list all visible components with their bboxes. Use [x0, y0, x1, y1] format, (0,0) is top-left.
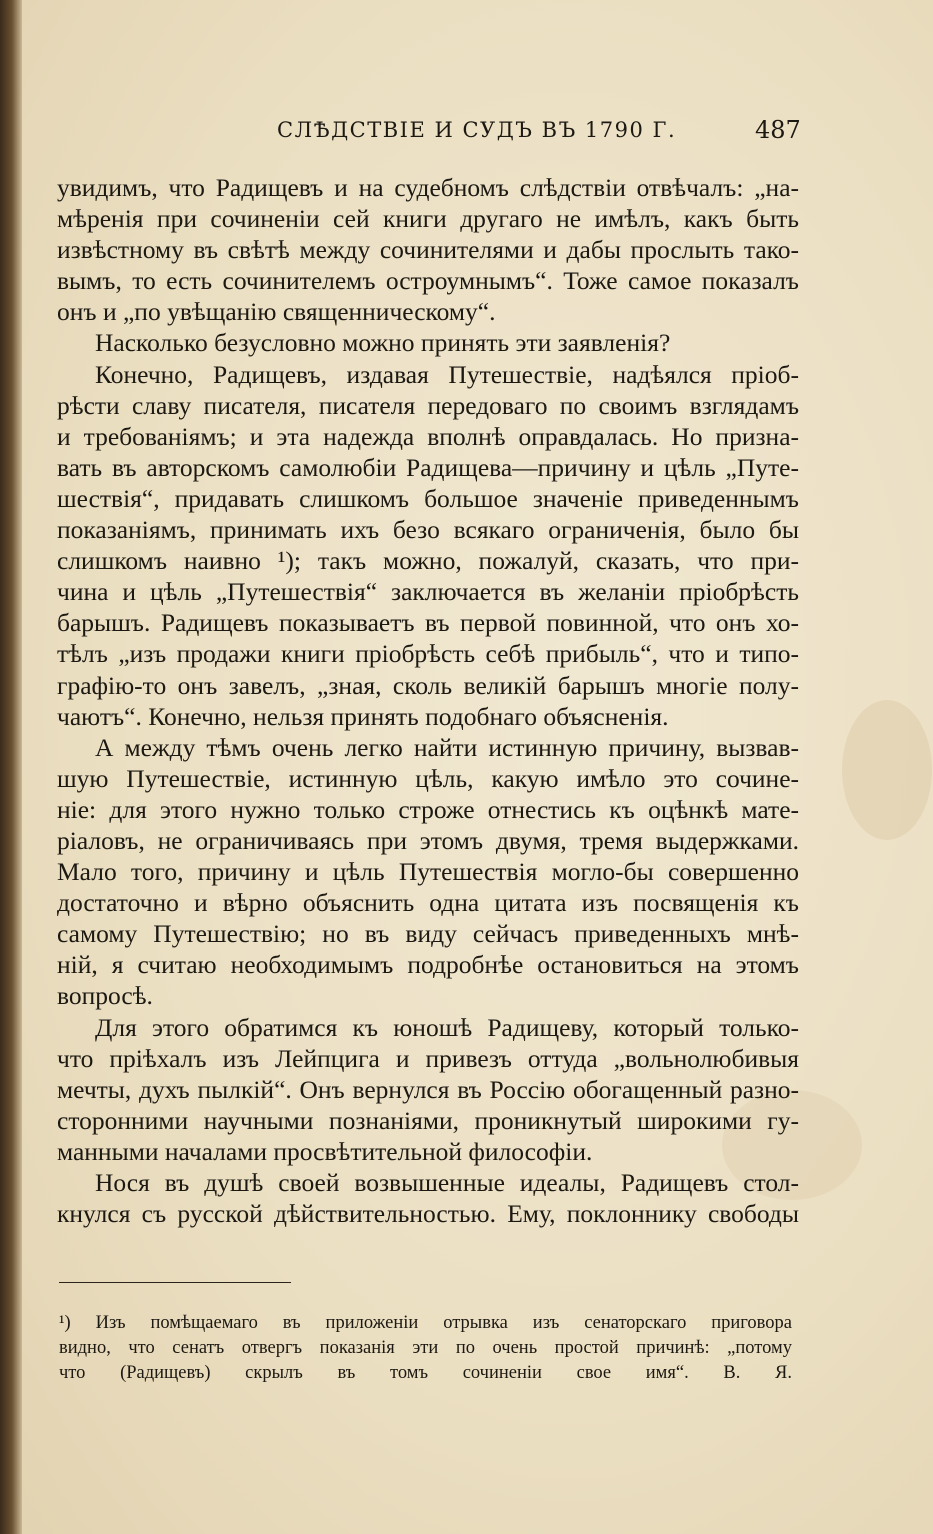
- main-text: [57, 172, 799, 1229]
- text-line: тѣлъ „изъ продажи книги пріобрѣсть себѣ прибыль“, что и типо-: [57, 639, 799, 669]
- text-line: показаніямъ, принимать ихъ безо всякаго ограниченія, было бы: [57, 515, 799, 545]
- footnote-line: что (Радищевъ) скрылъ въ томъ сочиненіи свое имя“. В. Я.: [59, 1363, 792, 1383]
- text-line: мѣренія при сочиненіи сей книги другаго не имѣлъ, какъ быть: [57, 204, 799, 234]
- page-header: [22, 116, 933, 150]
- text-line: Нося въ душѣ своей возвышенные идеалы, Радищевъ стол-: [95, 1168, 799, 1197]
- page-number: 487: [755, 116, 801, 144]
- text-line: шую Путешествіе, истинную цѣль, какую имѣло это сочине-: [57, 763, 799, 793]
- text-line: Конечно, Радищевъ, издавая Путешествіе, надѣялся пріоб-: [95, 359, 799, 389]
- text-line: вымъ, то есть сочинителемъ остроумнымъ“. Тоже самое показалъ: [57, 266, 799, 296]
- text-line: чина и цѣль „Путешествія“ заключается въ желаніи пріобрѣсть: [57, 577, 799, 607]
- running-title: СЛѢДСТВІЕ И СУДЪ ВЪ 1790 Г.: [277, 118, 677, 142]
- text-line: слишкомъ наивно ¹); такъ можно, пожалуй, сказать, что при-: [57, 546, 799, 576]
- text-line: графію-то онъ завелъ, „зная, сколь великій барышъ многіе полу-: [57, 670, 799, 700]
- text-line: барышъ. Радищевъ показываетъ въ первой повинной, что онъ хо-: [57, 608, 799, 638]
- text-line: манными началами просвѣтительной философіи.: [57, 1136, 593, 1166]
- paper-stain: [842, 700, 932, 840]
- text-line: сторонними научными познаніями, проникнутый широкими гу-: [57, 1105, 799, 1135]
- text-line: что пріѣхалъ изъ Лейпцига и привезъ оттуда „вольнолюбивыя: [57, 1043, 799, 1073]
- text-line: чаютъ“. Конечно, нельзя принять подобнаго объясненія.: [57, 701, 669, 731]
- text-line: вать въ авторскомъ самолюбіи Радищева—причину и цѣль „Путе-: [57, 452, 799, 482]
- text-line: ній, я считаю необходимымъ подробнѣе остановиться на этомъ: [57, 950, 799, 980]
- text-line: самому Путешествію; но въ виду сейчасъ приведенныхъ мнѣ-: [57, 919, 799, 949]
- footnote-divider: [59, 1282, 291, 1283]
- text-line: онъ и „по увѣщанію священническому“.: [57, 297, 496, 327]
- footnote: [59, 1311, 792, 1386]
- text-line: мечты, духъ пылкій“. Онъ вернулся въ Россію обогащенный разно-: [57, 1074, 799, 1104]
- book-binding-edge: [0, 0, 22, 1534]
- text-line: и требованіямъ; и эта надежда вполнѣ оправдалась. Но призна-: [57, 421, 799, 451]
- text-line: увидимъ, что Радищевъ и на судебномъ слѣдствіи отвѣчалъ: „на-: [57, 173, 799, 202]
- footnote-line: видно, что сенатъ отвергъ показанія эти по очень простой причинѣ: „потому: [59, 1338, 792, 1358]
- text-line: Насколько безусловно можно принять эти заявленія?: [95, 328, 671, 358]
- text-line: достаточно и вѣрно объяснить одна цитата изъ посвященія къ: [57, 888, 799, 918]
- text-line: вопросѣ.: [57, 981, 153, 1011]
- text-line: ніе: для этого нужно только строже отнестись къ оцѣнкѣ мате-: [57, 794, 799, 824]
- book-page: [22, 0, 933, 1534]
- text-line: Мало того, причину и цѣль Путешествія могло-бы совершенно: [57, 857, 799, 887]
- text-line: ріаловъ, не ограничиваясь при этомъ двумя, тремя выдержками.: [57, 825, 799, 855]
- text-line: шествія“, придавать слишкомъ большое значеніе приведеннымъ: [57, 483, 799, 513]
- footnote-line: ¹) Изъ помѣщаемаго въ приложеніи отрывка изъ сенаторскаго приговора: [59, 1313, 792, 1333]
- text-line: А между тѣмъ очень легко найти истинную причину, вызвав-: [95, 732, 799, 762]
- text-line: кнулся съ русской дѣйствительностью. Ему, поклоннику свободы: [57, 1199, 799, 1229]
- text-line: рѣсти славу писателя, писателя передоваго по своимъ взглядамъ: [57, 390, 799, 420]
- text-line: извѣстному въ свѣтѣ между сочинителями и дабы прослыть тако-: [57, 235, 799, 265]
- text-line: Для этого обратимся къ юношѣ Радищеву, который только-: [95, 1012, 799, 1042]
